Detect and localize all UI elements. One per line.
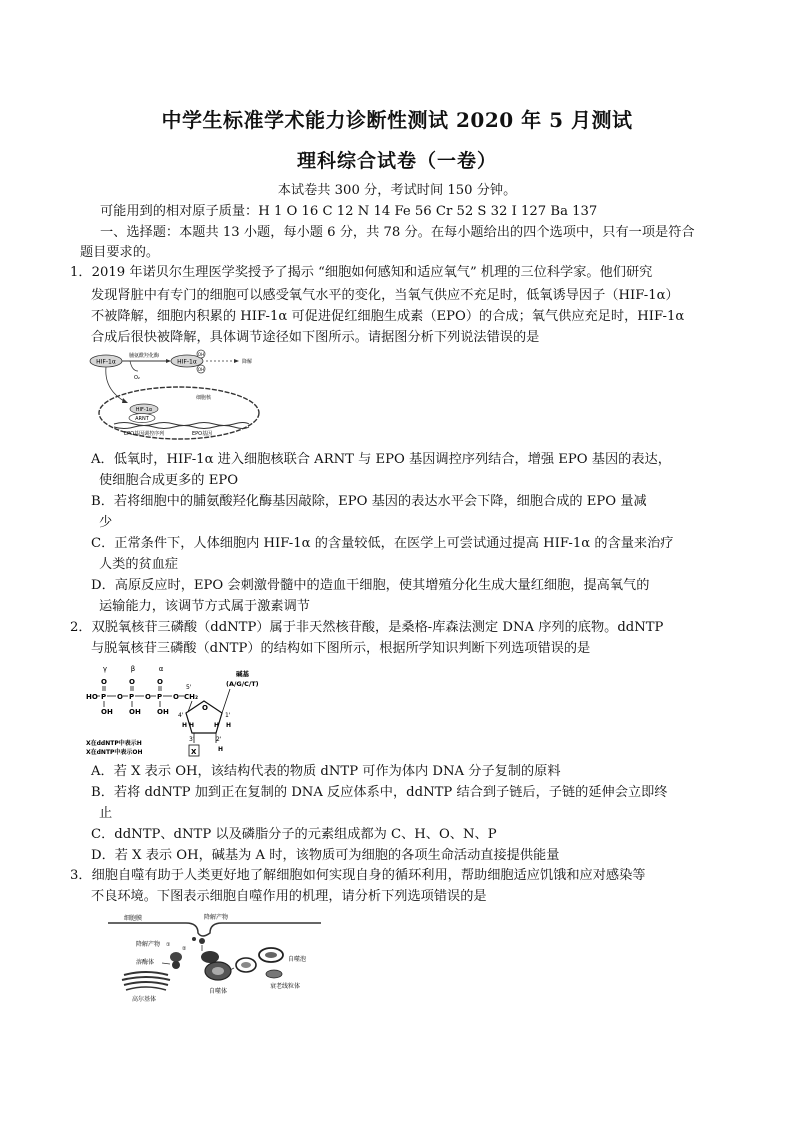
q2-option-c: C．ddNTP、dNTP 以及磷脂分子的元素组成都为 C、H、O、N、P [91, 827, 497, 842]
oxygen-double: O [157, 678, 163, 686]
nucleus-label: 细胞核 [196, 395, 212, 401]
autophagosome-label: 自噬泡 [288, 956, 307, 963]
membrane-label: 细胞膜 [124, 915, 143, 922]
h-atom: H [218, 746, 224, 753]
q1-stem-line: 合成后很快被降解，具体调节途径如下图所示。请据图分析下列说法错误的是 [91, 330, 540, 345]
phosphate-beta: P [129, 693, 135, 701]
o2-arrow [130, 361, 138, 371]
oxygen-double: O [101, 678, 107, 686]
aging-mitochondrion [266, 970, 282, 978]
phosphate-chain [97, 678, 184, 716]
oxygen-double: O [129, 678, 135, 686]
lysosome-label: 溶酶体 [136, 959, 155, 966]
nuclear-entry-arrow [106, 367, 124, 401]
dna-strand [114, 423, 249, 426]
q3-stem-line: 不良环境。下图表示细胞自噬作用的机理，请分析下列选项错误的是 [91, 889, 487, 904]
section-instructions-cont: 题目要求的。 [80, 245, 160, 260]
step-marker: ① [166, 942, 171, 948]
dna-strand [114, 426, 249, 429]
oh-label: OH [129, 708, 141, 716]
three-prime-label: 3' [189, 736, 195, 743]
oxygen-bridge: O [173, 693, 179, 701]
gamma-label: γ [102, 665, 108, 673]
q1-option-a: A．低氧时，HIF-1α 进入细胞核联合 ARNT 与 EPO 基因调控序列结合，增强 EPO 基因的表达， [91, 452, 671, 467]
phosphate-alpha: P [157, 693, 163, 701]
hif-label: HIF-1α [96, 358, 116, 366]
ch2-label: CH₂ [184, 693, 199, 701]
product-label: 降解产物 [136, 941, 161, 948]
autolysosome-content [212, 967, 224, 975]
nucleus-outline [99, 387, 259, 439]
mitochondrion-label: 衰老线粒体 [270, 983, 301, 990]
section-instructions: 一、选择题：本题共 13 小题，每小题 6 分，共 78 分。在每小题给出的四个选项中，只有一项是符合 [100, 225, 695, 240]
q3-autophagy-figure [106, 913, 326, 1003]
q1-option-d: D．高原反应时，EPO 会刺激骨髓中的造血干细胞，使其增殖分化生成大量红细胞，提高氧气的 [91, 578, 650, 593]
arrowhead [166, 359, 171, 363]
q1-option-b: B．若将细胞中的脯氨酸羟化酶基因敲除，EPO 基因的表达水平会下降，细胞合成的 EPO 量减 [91, 494, 647, 509]
arrowhead [122, 398, 128, 403]
q2-option-b-cont: 止 [99, 806, 113, 821]
cell-membrane [108, 923, 321, 936]
q2-stem-line: 2．双脱氧核苷三磷酸（ddNTP）属于非天然核苷酸，是桑格-库森法测定 DNA 序列的底物。ddNTP [70, 620, 664, 635]
product-label: 降解产物 [204, 914, 229, 921]
h-atom: H [189, 722, 195, 729]
atomic-masses: 可能用到的相对原子质量：H 1 O 16 C 12 N 14 Fe 56 Cr 52 S 32 I 127 Ba 137 [100, 204, 598, 219]
four-prime-label: 4' [178, 712, 184, 719]
oh-label: OH [101, 708, 113, 716]
q1-stem-line: 1．2019 年诺贝尔生理医学奖授予了揭示 “细胞如何感知和适应氧气” 机理的三位科学家。他们研究 [70, 265, 653, 280]
lysosome [172, 961, 180, 969]
product-dot [199, 938, 205, 944]
arnt-label: ARNT [135, 416, 149, 422]
autolysosome-label: 自噬体 [209, 988, 228, 995]
alpha-label: α [158, 665, 164, 673]
q1-option-c-cont: 人类的贫血症 [99, 557, 179, 572]
epo-gene-label: EPO基因 [192, 431, 213, 437]
golgi-label: 高尔基体 [132, 996, 157, 1003]
q2-option-b: B．若将 ddNTP 加到正在复制的 DNA 反应体系中，ddNTP 结合到子链后，子链的延伸会立即终 [91, 785, 668, 800]
oh-label: OH [197, 367, 205, 372]
q3-stem-line: 3．细胞自噬有助于人类更好地了解细胞如何实现自身的循环利用，帮助细胞适应饥饿和应对感染等 [70, 868, 646, 883]
exam-info: 本试卷共 300 分，考试时间 150 分钟。 [277, 183, 517, 198]
oxygen-bridge: O [145, 693, 151, 701]
two-prime-label: 2' [216, 736, 222, 743]
x-label: X [191, 748, 197, 756]
q1-hif-pathway-figure [84, 349, 274, 443]
q2-ddntp-structure-figure [86, 661, 286, 761]
q1-option-d-cont: 运输能力，该调节方式属于激素调节 [99, 599, 310, 614]
q1-option-b-cont: 少 [99, 515, 113, 530]
o2-label: O₂ [134, 375, 140, 381]
golgi-apparatus [122, 972, 170, 990]
base-label: 碱基 [236, 670, 249, 678]
oxygen-bridge: O [117, 693, 123, 701]
degrade-label: 降解 [242, 359, 253, 365]
beta-label: β [130, 665, 136, 673]
note-ddntp: X在ddNTP中表示H [86, 740, 142, 747]
hif-label: HIF-1α [177, 358, 197, 366]
note-dntp: X在dNTP中表示OH [86, 749, 143, 756]
one-prime-label: 1' [225, 712, 231, 719]
base-types-label: (A/G/C/T) [226, 680, 259, 688]
step-marker: ② [182, 946, 187, 952]
q1-stem-line: 发现肾脏中有专门的细胞可以感受氧气水平的变化，当氧气供应不充足时，低氧诱导因子（HIF-1α） [91, 288, 679, 303]
epo-regulatory-label: EPO基因调控序列 [124, 431, 165, 437]
q1-stem-line: 不被降解，细胞内积累的 HIF-1α 可促进促红细胞生成素（EPO）的合成；氧气供应充足时，HIF-1α [91, 309, 685, 324]
phagophore-content [265, 952, 277, 958]
q1-option-a-cont: 使细胞合成更多的 EPO [99, 473, 239, 488]
oh-label: OH [197, 352, 205, 357]
q2-option-a: A．若 X 表示 OH，该结构代表的物质 dNTP 可作为体内 DNA 分子复制的原料 [91, 764, 561, 779]
h-atom: H [182, 722, 188, 729]
h-atom: H [226, 722, 232, 729]
vesicle [201, 951, 219, 963]
q2-stem-line: 与脱氧核苷三磷酸（dNTP）的结构如下图所示，根据所学知识判断下列选项错误的是 [91, 641, 591, 656]
vesicle [170, 952, 182, 962]
enzyme-label: 脯氨酰羟化酶 [128, 353, 160, 359]
ho-label: HO [86, 693, 98, 701]
phosphate-gamma: P [101, 693, 107, 701]
product-dot [192, 937, 196, 941]
oh-label: OH [157, 708, 169, 716]
ring-oxygen: O [202, 704, 208, 712]
autophagosome-content [241, 962, 251, 968]
q2-option-d: D．若 X 表示 OH，碱基为 A 时，该物质可为细胞的各项生命活动直接提供能量 [91, 848, 560, 863]
five-prime-label: 5' [186, 684, 192, 691]
hif-label: HIF-1α [135, 407, 153, 413]
q1-option-c: C．正常条件下，人体细胞内 HIF-1α 的含量较低，在医学上可尝试通过提高 HIF-1α 的含量来治疗 [91, 536, 674, 551]
h-atom: H [214, 722, 220, 729]
arrowhead [234, 359, 239, 363]
exam-title: 中学生标准学术能力诊断性测试 2020 年 5 月测试 [161, 108, 633, 132]
exam-subtitle: 理科综合试卷（一卷） [296, 150, 497, 172]
